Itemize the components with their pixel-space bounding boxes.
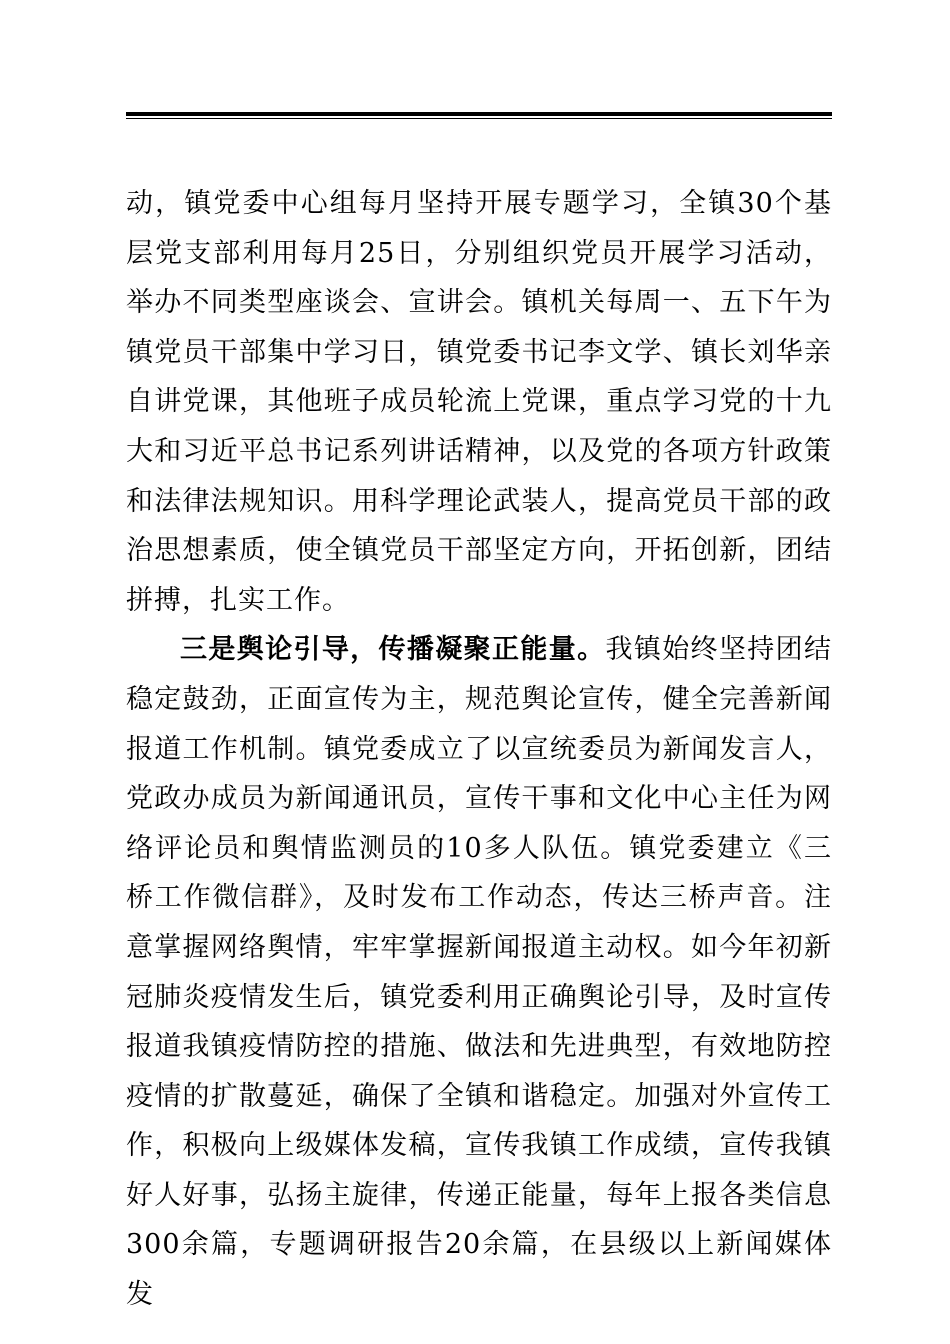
paragraph-text: 我镇始终坚持团结稳定鼓劲，正面宣传为主，规范舆论宣传，健全完善新闻报道工作机制。镇党委成立了以宣统委员为新闻发言人，党政办成员为新闻通讯员，宣传干事和文化中心主任为网络评论员和舆情监测员的10多人队伍。镇党委建立《三桥工作微信群》，及时发布工作动态，传达三桥声音。注意掌握网络舆情，牢牢掌握新闻报道主动权。如今年初新冠肺炎疫情发生后，镇党委利用正确舆论引导，及时宣传报道我镇疫情防控的措施、做法和先进典型，有效地防控疫情的扩散蔓延，确保了全镇和谐稳定。加强对外宣传工作，积极向上级媒体发稿，宣传我镇工作成绩，宣传我镇好人好事，弘扬主旋律，传递正能量，每年上报各类信息300余篇，专题调研报告20余篇，在县级以上新闻媒体发 (126, 634, 833, 1311)
header-rule-thick (126, 112, 832, 116)
paragraph-text: 动，镇党委中心组每月坚持开展专题学习，全镇30个基层党支部利用每月25日，分别组织党员开展学习活动，举办不同类型座谈会、宣讲会。镇机关每周一、五下午为镇党员干部集中学习日，镇党委书记李文学、镇长刘华亲自讲党课，其他班子成员轮流上党课，重点学习党的十九大和习近平总书记系列讲话精神，以及党的各项方针政策和法律法规知识。用科学理论武装人，提高党员干部的政治思想素质，使全镇党员干部坚定方向，开拓创新，团结拼搏，扎实工作。 (126, 188, 832, 616)
paragraph-public-opinion (126, 625, 832, 1319)
paragraph-lead-heading: 三是舆论引导，传播凝聚正能量。 (180, 634, 606, 666)
document-body (126, 179, 832, 1320)
header-double-rule (126, 112, 832, 119)
paragraph-continuation (126, 179, 832, 625)
header-rule-thin (126, 118, 832, 119)
